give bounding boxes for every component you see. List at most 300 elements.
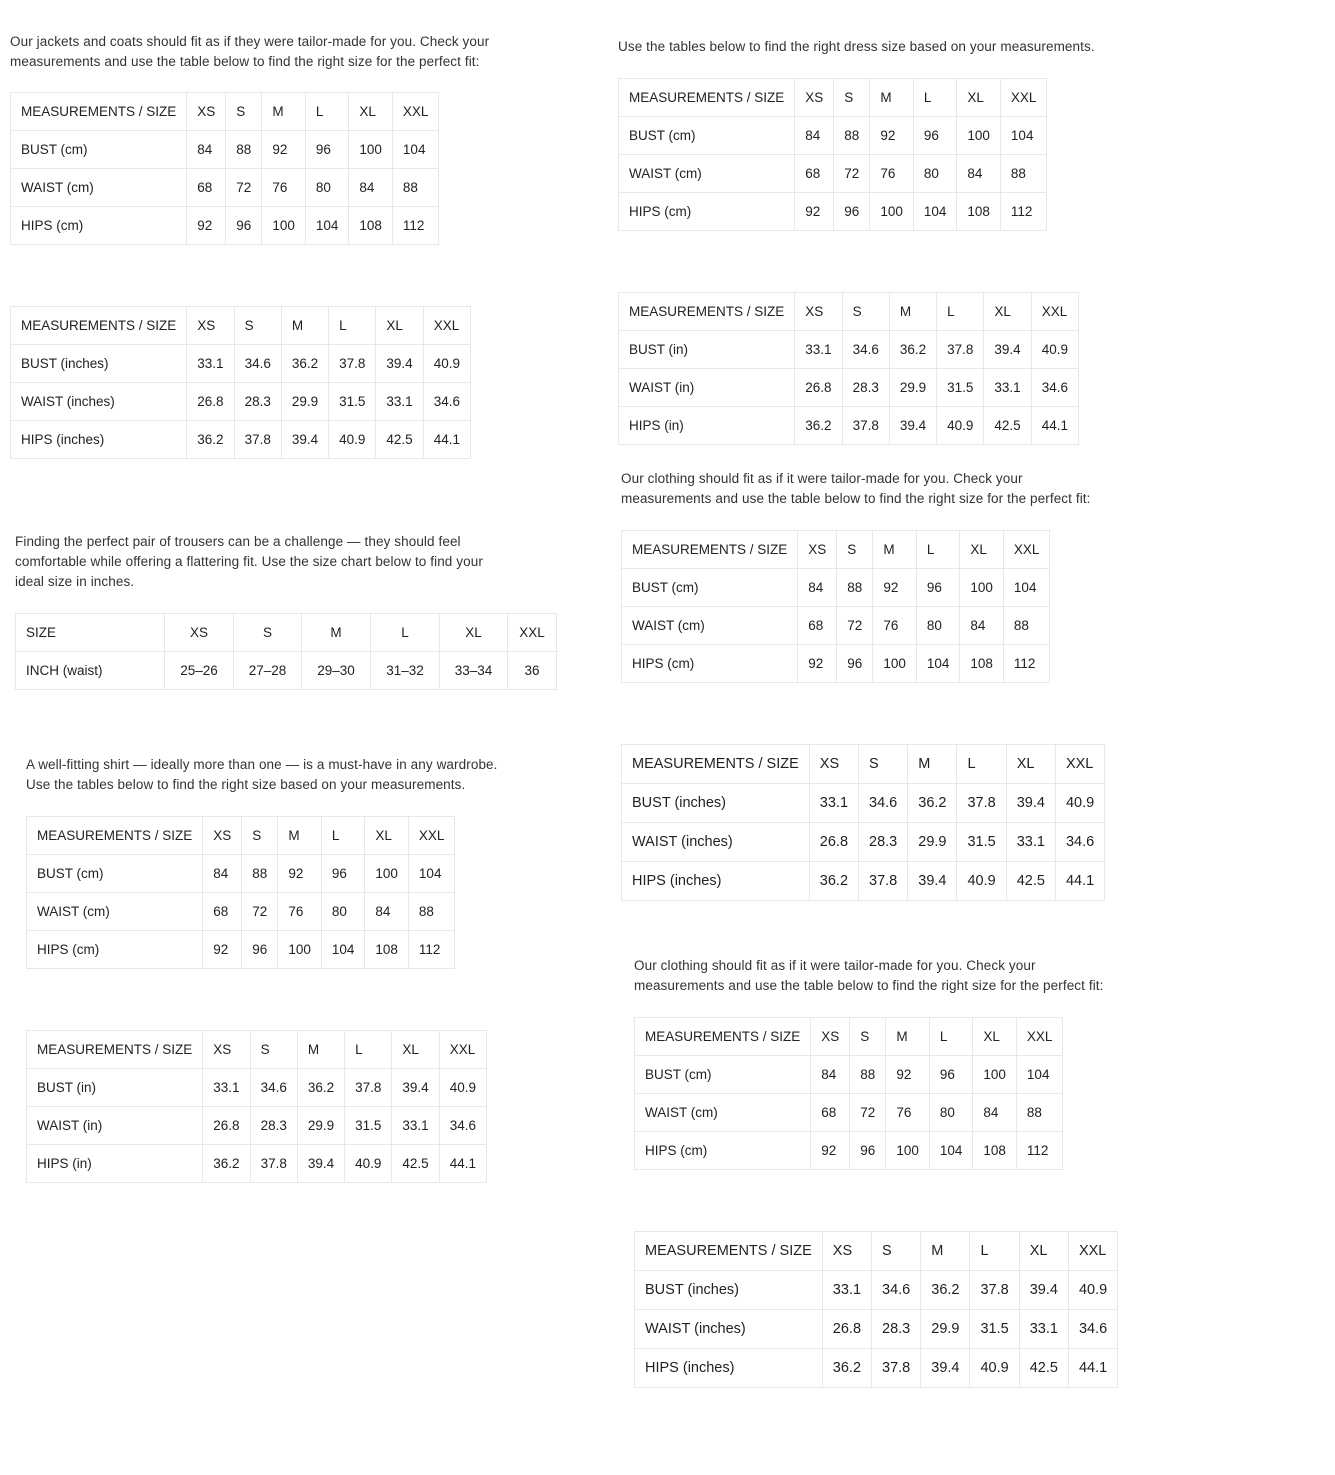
table-header-row xyxy=(619,293,1079,331)
table-cell: 96 xyxy=(321,855,365,893)
table-cell: 28.3 xyxy=(250,1107,297,1145)
table-cell: 100 xyxy=(873,645,917,683)
table-cell: 112 xyxy=(408,931,455,969)
table-cell: 96 xyxy=(850,1132,886,1170)
measurement-label: HIPS (inches) xyxy=(632,873,722,889)
table-cell: 40.9 xyxy=(423,345,470,383)
size-header: XXL xyxy=(1055,745,1104,784)
measurement-label: HIPS (cm) xyxy=(21,218,84,233)
table-cell: 33.1 xyxy=(795,331,842,369)
table-cell: 76 xyxy=(262,169,306,207)
table-cell: 80 xyxy=(321,893,365,931)
table-header-row xyxy=(619,79,1047,117)
size-header: XS xyxy=(798,531,837,569)
table-cell: 104 xyxy=(1000,117,1047,155)
table-cell: 31.5 xyxy=(937,369,984,407)
table-row xyxy=(619,155,1047,193)
table-row xyxy=(11,345,471,383)
size-header: XS xyxy=(811,1018,850,1056)
table-row xyxy=(11,169,439,207)
table-cell: 40.9 xyxy=(345,1145,392,1183)
header-label: SIZE xyxy=(16,614,165,652)
measurement-label: WAIST (inches) xyxy=(11,383,187,421)
size-header: XXL xyxy=(1003,531,1050,569)
table-cell: 104 xyxy=(321,931,365,969)
shirt-intro xyxy=(26,755,498,795)
table-cell: 42.5 xyxy=(392,1145,439,1183)
table-cell: 104 xyxy=(929,1132,973,1170)
table-cell: 42.5 xyxy=(376,421,423,459)
table-cell: 84 xyxy=(960,607,1004,645)
table-cell: 108 xyxy=(957,193,1001,231)
size-header: XXL xyxy=(1016,1018,1063,1056)
table-cell: 33.1 xyxy=(392,1107,439,1145)
size-table xyxy=(618,78,1047,231)
size-header: XL xyxy=(376,307,423,345)
intro-text: Our clothing should fit as if it were tailor-made for you. Check your measurements and use the table below to find the right size for the perfect fit: xyxy=(634,958,1104,993)
table-cell: 68 xyxy=(795,155,834,193)
measurement-label: BUST (cm) xyxy=(11,131,187,169)
table-header-row xyxy=(622,531,1050,569)
header-label: MEASUREMENTS / SIZE xyxy=(11,307,187,345)
dress-intro xyxy=(618,37,1095,57)
table-cell: 39.4 xyxy=(1019,1271,1068,1310)
table-cell: 112 xyxy=(1003,645,1050,683)
measurement-label: BUST (in) xyxy=(619,331,795,369)
table-cell: 44.1 xyxy=(423,421,470,459)
table-cell: 104 xyxy=(408,855,455,893)
table-cell: 104 xyxy=(392,131,439,169)
measurement-label: WAIST (cm) xyxy=(11,169,187,207)
table-cell: 44.1 xyxy=(1055,862,1104,901)
table-cell: 40.9 xyxy=(957,862,1006,901)
table-cell: 39.4 xyxy=(1006,784,1055,823)
table-cell: 96 xyxy=(834,193,870,231)
table-cell: 34.6 xyxy=(1031,369,1078,407)
size-header: XS xyxy=(187,307,234,345)
table-cell: 108 xyxy=(365,931,409,969)
table-cell: 36.2 xyxy=(297,1069,344,1107)
measurement-label: HIPS (cm) xyxy=(37,942,100,957)
size-header: L xyxy=(329,307,376,345)
table-row xyxy=(635,1132,1063,1170)
table-cell: 68 xyxy=(798,607,837,645)
table-cell: 29.9 xyxy=(908,823,957,862)
size-header: XXL xyxy=(1031,293,1078,331)
size-header: M xyxy=(278,817,322,855)
table-cell: 33.1 xyxy=(187,345,234,383)
size-header: XXL xyxy=(439,1031,486,1069)
table-cell: 104 xyxy=(1003,569,1050,607)
table-cell: 104 xyxy=(305,207,349,245)
table-cell: 36.2 xyxy=(795,407,842,445)
table-cell: 88 xyxy=(392,169,439,207)
table-cell: 34.6 xyxy=(423,383,470,421)
table-cell: 112 xyxy=(392,207,439,245)
table-cell: 100 xyxy=(957,117,1001,155)
table-cell: 28.3 xyxy=(842,369,889,407)
table-cell: 39.4 xyxy=(984,331,1031,369)
table-row xyxy=(622,823,1105,862)
table-cell: 42.5 xyxy=(984,407,1031,445)
table-cell: 36.2 xyxy=(203,1145,250,1183)
table-cell: 37.8 xyxy=(250,1145,297,1183)
table-cell: 88 xyxy=(1003,607,1050,645)
size-header: M xyxy=(281,307,328,345)
table-cell: 37.8 xyxy=(872,1349,921,1388)
table-cell: 112 xyxy=(1000,193,1047,231)
table-cell: 37.8 xyxy=(970,1271,1019,1310)
size-header: L xyxy=(371,614,440,652)
size-header: XL xyxy=(960,531,1004,569)
table-cell: 26.8 xyxy=(809,823,858,862)
table-cell: 96 xyxy=(226,207,262,245)
header-label: MEASUREMENTS / SIZE xyxy=(11,93,187,131)
table-cell: 26.8 xyxy=(203,1107,250,1145)
size-header: S xyxy=(234,307,281,345)
table-cell: 44.1 xyxy=(439,1145,486,1183)
table-cell: 92 xyxy=(203,931,242,969)
table-cell: 33.1 xyxy=(984,369,1031,407)
table-cell: 84 xyxy=(795,117,834,155)
table-cell: 68 xyxy=(811,1094,850,1132)
table-cell: 112 xyxy=(1016,1132,1063,1170)
size-header: XL xyxy=(365,817,409,855)
intro-text: Use the tables below to find the right dress size based on your measurements. xyxy=(618,39,1095,54)
size-header: M xyxy=(908,745,957,784)
table-cell: 34.6 xyxy=(842,331,889,369)
table-cell: 28.3 xyxy=(859,823,908,862)
table-cell: 26.8 xyxy=(822,1310,871,1349)
size-header: XXL xyxy=(392,93,439,131)
table-cell: 100 xyxy=(886,1132,930,1170)
table-cell: 33–34 xyxy=(440,652,508,690)
size-header: L xyxy=(916,531,960,569)
table-cell: 92 xyxy=(873,569,917,607)
table-cell: 92 xyxy=(811,1132,850,1170)
table-cell: 29.9 xyxy=(921,1310,970,1349)
measurement-label: HIPS (inches) xyxy=(21,432,105,447)
size-header: S xyxy=(226,93,262,131)
table-cell: 108 xyxy=(349,207,393,245)
table-cell: 25–26 xyxy=(165,652,234,690)
table-cell: 39.4 xyxy=(376,345,423,383)
size-header: XL xyxy=(1019,1232,1068,1271)
table-row xyxy=(27,893,455,931)
size-header: L xyxy=(957,745,1006,784)
size-header: XS xyxy=(795,293,842,331)
size-header: L xyxy=(937,293,984,331)
table-cell: 40.9 xyxy=(937,407,984,445)
table-cell: 72 xyxy=(226,169,262,207)
table-row xyxy=(11,131,439,169)
table-cell: 39.4 xyxy=(921,1349,970,1388)
measurement-label: BUST (inches) xyxy=(635,1271,823,1310)
table-cell: 26.8 xyxy=(187,383,234,421)
size-header: XS xyxy=(795,79,834,117)
table-header-row xyxy=(635,1018,1063,1056)
table-cell: 68 xyxy=(187,169,226,207)
size-header: XL xyxy=(957,79,1001,117)
table-row xyxy=(11,383,471,421)
measurement-label: BUST (inches) xyxy=(11,345,187,383)
table-cell: 42.5 xyxy=(1019,1349,1068,1388)
header-label: MEASUREMENTS / SIZE xyxy=(27,1031,203,1069)
size-header: L xyxy=(913,79,957,117)
table-header-row xyxy=(27,1031,487,1069)
table-cell: 72 xyxy=(834,155,870,193)
table-cell: 36 xyxy=(508,652,557,690)
table-cell: 40.9 xyxy=(329,421,376,459)
table-cell: 37.8 xyxy=(937,331,984,369)
table-cell: 31–32 xyxy=(371,652,440,690)
table-cell: 72 xyxy=(242,893,278,931)
table-row xyxy=(619,407,1079,445)
size-header: S xyxy=(242,817,278,855)
size-header: S xyxy=(250,1031,297,1069)
table-cell: 108 xyxy=(960,645,1004,683)
size-header: M xyxy=(921,1232,970,1271)
size-header: L xyxy=(321,817,365,855)
table-cell: 37.8 xyxy=(842,407,889,445)
table-cell: 84 xyxy=(811,1056,850,1094)
header-label: MEASUREMENTS / SIZE xyxy=(622,745,810,784)
table-cell: 108 xyxy=(973,1132,1017,1170)
table-header-row xyxy=(16,614,557,652)
table-cell: 34.6 xyxy=(1068,1310,1117,1349)
trousers-intro xyxy=(15,532,483,592)
table-row xyxy=(11,421,471,459)
size-table xyxy=(15,613,557,690)
clothing-intro xyxy=(621,469,1091,509)
table-cell: 72 xyxy=(850,1094,886,1132)
table-cell: 84 xyxy=(349,169,393,207)
table-cell: 104 xyxy=(1016,1056,1063,1094)
table-cell: 36.2 xyxy=(822,1349,871,1388)
table-cell: 80 xyxy=(305,169,349,207)
table-cell: 36.2 xyxy=(281,345,328,383)
table-cell: 92 xyxy=(262,131,306,169)
size-header: XS xyxy=(203,817,242,855)
header-label: MEASUREMENTS / SIZE xyxy=(635,1232,823,1271)
table-cell: 100 xyxy=(349,131,393,169)
table-cell: 34.6 xyxy=(859,784,908,823)
table-cell: 37.8 xyxy=(329,345,376,383)
measurement-label: HIPS (inches) xyxy=(645,1360,735,1376)
size-header: XXL xyxy=(1000,79,1047,117)
size-header: L xyxy=(970,1232,1019,1271)
table-row xyxy=(622,862,1105,901)
measurement-label: WAIST (in) xyxy=(619,369,795,407)
table-row xyxy=(11,207,439,245)
size-header: XXL xyxy=(408,817,455,855)
table-cell: 92 xyxy=(798,645,837,683)
table-row xyxy=(635,1056,1063,1094)
intro-text: A well-fitting shirt — ideally more than one — is a must-have in any wardrobe. Use the tables below to find the right size based on your measurements. xyxy=(26,757,498,792)
table-row xyxy=(635,1349,1118,1388)
table-cell: 80 xyxy=(929,1094,973,1132)
table-cell: 92 xyxy=(870,117,914,155)
size-header: XXL xyxy=(1068,1232,1117,1271)
size-header: XS xyxy=(809,745,858,784)
table-cell: 36.2 xyxy=(889,331,936,369)
table-row xyxy=(27,1069,487,1107)
table-cell: 88 xyxy=(837,569,873,607)
table-cell: 96 xyxy=(242,931,278,969)
size-header: M xyxy=(297,1031,344,1069)
table-cell: 39.4 xyxy=(908,862,957,901)
table-header-row xyxy=(11,93,439,131)
table-cell: 31.5 xyxy=(957,823,1006,862)
table-cell: 84 xyxy=(973,1094,1017,1132)
size-header: S xyxy=(850,1018,886,1056)
measurement-label: HIPS (cm) xyxy=(632,656,695,671)
size-header: S xyxy=(837,531,873,569)
table-cell: 100 xyxy=(278,931,322,969)
measurement-label: WAIST (in) xyxy=(27,1107,203,1145)
table-cell: 33.1 xyxy=(1006,823,1055,862)
measurement-label: WAIST (cm) xyxy=(635,1094,811,1132)
size-header: M xyxy=(886,1018,930,1056)
table-cell: 33.1 xyxy=(376,383,423,421)
table-cell: 37.8 xyxy=(234,421,281,459)
table-cell: 96 xyxy=(929,1056,973,1094)
table-row xyxy=(622,784,1105,823)
table-cell: 28.3 xyxy=(234,383,281,421)
jackets-intro xyxy=(10,32,489,72)
measurement-label: BUST (inches) xyxy=(622,784,810,823)
table-cell: 40.9 xyxy=(1031,331,1078,369)
table-header-row xyxy=(27,817,455,855)
table-cell: 100 xyxy=(960,569,1004,607)
size-table xyxy=(621,530,1050,683)
header-label: MEASUREMENTS / SIZE xyxy=(619,79,795,117)
measurement-label: HIPS (in) xyxy=(37,1156,92,1171)
size-table xyxy=(26,816,455,969)
table-cell: 33.1 xyxy=(203,1069,250,1107)
size-header: XS xyxy=(187,93,226,131)
table-row xyxy=(27,1145,487,1183)
table-row xyxy=(619,193,1047,231)
measurement-label: WAIST (inches) xyxy=(622,823,810,862)
table-cell: 72 xyxy=(837,607,873,645)
intro-text: Our clothing should fit as if it were tailor-made for you. Check your measurements and use the table below to find the right size for the perfect fit: xyxy=(621,471,1091,506)
table-cell: 31.5 xyxy=(345,1107,392,1145)
table-cell: 88 xyxy=(850,1056,886,1094)
size-header: XS xyxy=(203,1031,250,1069)
size-header: XL xyxy=(392,1031,439,1069)
table-row xyxy=(619,117,1047,155)
table-cell: 42.5 xyxy=(1006,862,1055,901)
table-cell: 36.2 xyxy=(809,862,858,901)
table-cell: 76 xyxy=(873,607,917,645)
measurement-label: WAIST (cm) xyxy=(622,607,798,645)
table-cell: 76 xyxy=(886,1094,930,1132)
table-cell: 44.1 xyxy=(1068,1349,1117,1388)
table-cell: 104 xyxy=(916,645,960,683)
table-cell: 37.8 xyxy=(859,862,908,901)
measurement-label: INCH (waist) xyxy=(26,663,103,678)
table-row xyxy=(635,1271,1118,1310)
table-cell: 33.1 xyxy=(809,784,858,823)
size-header: S xyxy=(872,1232,921,1271)
measurement-label: BUST (in) xyxy=(27,1069,203,1107)
table-cell: 34.6 xyxy=(250,1069,297,1107)
table-header-row xyxy=(622,745,1105,784)
size-header: S xyxy=(842,293,889,331)
table-cell: 29.9 xyxy=(297,1107,344,1145)
table-cell: 34.6 xyxy=(872,1271,921,1310)
table-cell: 84 xyxy=(798,569,837,607)
table-cell: 68 xyxy=(203,893,242,931)
table-cell: 34.6 xyxy=(234,345,281,383)
table-cell: 29.9 xyxy=(281,383,328,421)
table-row xyxy=(635,1310,1118,1349)
size-header: M xyxy=(873,531,917,569)
size-header: XL xyxy=(440,614,508,652)
table-cell: 39.4 xyxy=(297,1145,344,1183)
size-table xyxy=(634,1231,1118,1388)
measurement-label: BUST (cm) xyxy=(622,569,798,607)
table-row xyxy=(619,369,1079,407)
table-cell: 100 xyxy=(870,193,914,231)
table-cell: 92 xyxy=(886,1056,930,1094)
table-cell: 96 xyxy=(305,131,349,169)
size-table xyxy=(10,92,439,245)
table-cell: 40.9 xyxy=(439,1069,486,1107)
table-cell: 88 xyxy=(834,117,870,155)
measurement-label: BUST (cm) xyxy=(619,117,795,155)
table-cell: 92 xyxy=(278,855,322,893)
table-cell: 96 xyxy=(913,117,957,155)
size-header: XS xyxy=(822,1232,871,1271)
table-cell: 37.8 xyxy=(345,1069,392,1107)
size-table xyxy=(26,1030,487,1183)
size-header: L xyxy=(345,1031,392,1069)
table-cell: 28.3 xyxy=(872,1310,921,1349)
table-cell: 40.9 xyxy=(970,1349,1019,1388)
table-cell: 36.2 xyxy=(921,1271,970,1310)
table-cell: 33.1 xyxy=(1019,1310,1068,1349)
size-header: XS xyxy=(165,614,234,652)
size-table xyxy=(621,744,1105,901)
size-header: XL xyxy=(349,93,393,131)
table-cell: 27–28 xyxy=(234,652,302,690)
table-cell: 80 xyxy=(916,607,960,645)
table-cell: 104 xyxy=(913,193,957,231)
header-label: MEASUREMENTS / SIZE xyxy=(619,293,795,331)
size-header: XXL xyxy=(508,614,557,652)
table-cell: 26.8 xyxy=(795,369,842,407)
intro-text: Finding the perfect pair of trousers can be a challenge — they should feel comfortable while offering a flattering fit. Use the size chart below to find your ideal size in inches. xyxy=(15,534,483,589)
table-cell: 88 xyxy=(226,131,262,169)
table-cell: 40.9 xyxy=(1055,784,1104,823)
size-header: M xyxy=(262,93,306,131)
table-row xyxy=(622,607,1050,645)
intro-text: Our jackets and coats should fit as if they were tailor-made for you. Check your measurements and use the table below to find the right size for the perfect fit: xyxy=(10,34,490,69)
table-header-row xyxy=(635,1232,1118,1271)
table-cell: 88 xyxy=(408,893,455,931)
size-header: S xyxy=(834,79,870,117)
table-cell: 76 xyxy=(870,155,914,193)
clothing-intro-2 xyxy=(634,956,1104,996)
table-cell: 39.4 xyxy=(889,407,936,445)
table-cell: 88 xyxy=(1016,1094,1063,1132)
table-row xyxy=(27,855,455,893)
table-cell: 44.1 xyxy=(1031,407,1078,445)
table-cell: 100 xyxy=(365,855,409,893)
measurement-label: HIPS (cm) xyxy=(645,1143,708,1158)
